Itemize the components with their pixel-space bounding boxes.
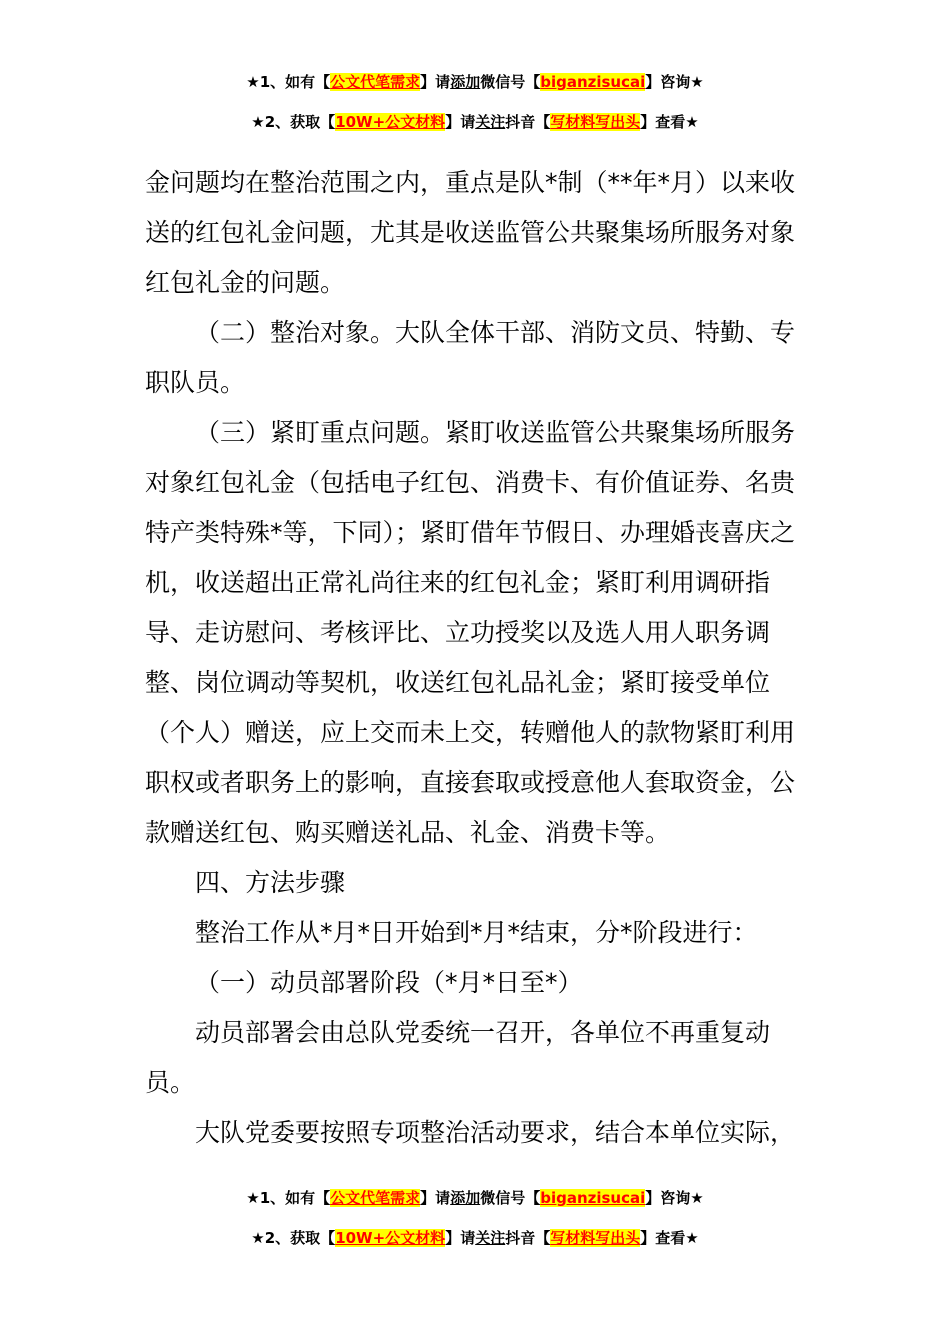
banner-text: 微信号【 <box>480 1189 541 1207</box>
section-heading-methods: 四、方法步骤 <box>195 868 346 897</box>
banner-text: 】请 <box>420 73 451 91</box>
subheading-mobilization-stage: （一）动员部署阶段（*月*日至*） <box>195 968 583 997</box>
paragraph-targets: （二）整治对象。大队全体干部、消防文员、特勤、专职队员。 <box>145 318 796 397</box>
banner-highlight-materials: 10W+公文材料 <box>335 113 446 131</box>
banner-underlined-text: 关注 <box>475 1229 506 1247</box>
banner-suffix: 】查看★ <box>640 1229 699 1247</box>
banner-text: 】请 <box>445 1229 476 1247</box>
paragraph-key-issues: （三）紧盯重点问题。紧盯收送监管公共聚集场所服务对象红包礼金（包括电子红包、消费卡、有价值证券、名贵特产类特殊*等，下同）；紧盯借年节假日、办理婚丧喜庆之机，收送超出正常礼尚往来的红包礼金；紧盯利用调研指导、走访慰问、考核评比、立功授奖以及选人用人职务调整、岗位调动等契机，收送红包礼品礼金；紧盯接受单位（个人）赠送，应上交而未上交，转赠他人的款物紧盯利用职权或者职务上的影响，直接套取或授意他人套取资金，公款赠送红包、购买赠送礼品、礼金、消费卡等。 <box>145 418 796 847</box>
banner-underlined-text: 添加 <box>450 1189 481 1207</box>
footer-banner-line-1 <box>0 1188 950 1208</box>
banner-highlight-wechat-id: biganzisucai <box>540 1189 646 1207</box>
footer-banner-line-2 <box>0 1228 950 1248</box>
banner-suffix: 】咨询★ <box>645 73 704 91</box>
banner-text: 抖音【 <box>505 1229 551 1247</box>
banner-text: 】请 <box>420 1189 451 1207</box>
banner-text: 抖音【 <box>505 113 551 131</box>
banner-suffix: 】咨询★ <box>645 1189 704 1207</box>
banner-highlight-service: 公文代笔需求 <box>330 1189 421 1207</box>
banner-highlight-service: 公文代笔需求 <box>330 73 421 91</box>
document-body <box>145 158 815 1158</box>
banner-underlined-text: 添加 <box>450 73 481 91</box>
banner-highlight-douyin-account: 写材料写出头 <box>550 1229 641 1247</box>
header-banner-line-1 <box>0 72 950 92</box>
banner-prefix: ★1、如有【 <box>246 73 331 91</box>
paragraph-party-committee: 大队党委要按照专项整治活动要求，结合本单位实际， <box>195 1118 796 1147</box>
paragraph-scope-continued: 金问题均在整治范围之内，重点是队*制（**年*月）以来收送的红包礼金问题，尤其是收送监管公共聚集场所服务对象红包礼金的问题。 <box>145 168 796 297</box>
banner-prefix: ★2、获取【 <box>251 1229 336 1247</box>
banner-highlight-materials: 10W+公文材料 <box>335 1229 446 1247</box>
header-banner-line-2 <box>0 112 950 132</box>
banner-highlight-wechat-id: biganzisucai <box>540 73 646 91</box>
banner-text: 】请 <box>445 113 476 131</box>
banner-highlight-douyin-account: 写材料写出头 <box>550 113 641 131</box>
banner-suffix: 】查看★ <box>640 113 699 131</box>
banner-underlined-text: 关注 <box>475 113 506 131</box>
banner-text: 微信号【 <box>480 73 541 91</box>
banner-prefix: ★2、获取【 <box>251 113 336 131</box>
banner-prefix: ★1、如有【 <box>246 1189 331 1207</box>
paragraph-mobilization: 动员部署会由总队党委统一召开，各单位不再重复动员。 <box>145 1018 771 1097</box>
paragraph-schedule: 整治工作从*月*日开始到*月*结束，分*阶段进行： <box>195 918 758 947</box>
